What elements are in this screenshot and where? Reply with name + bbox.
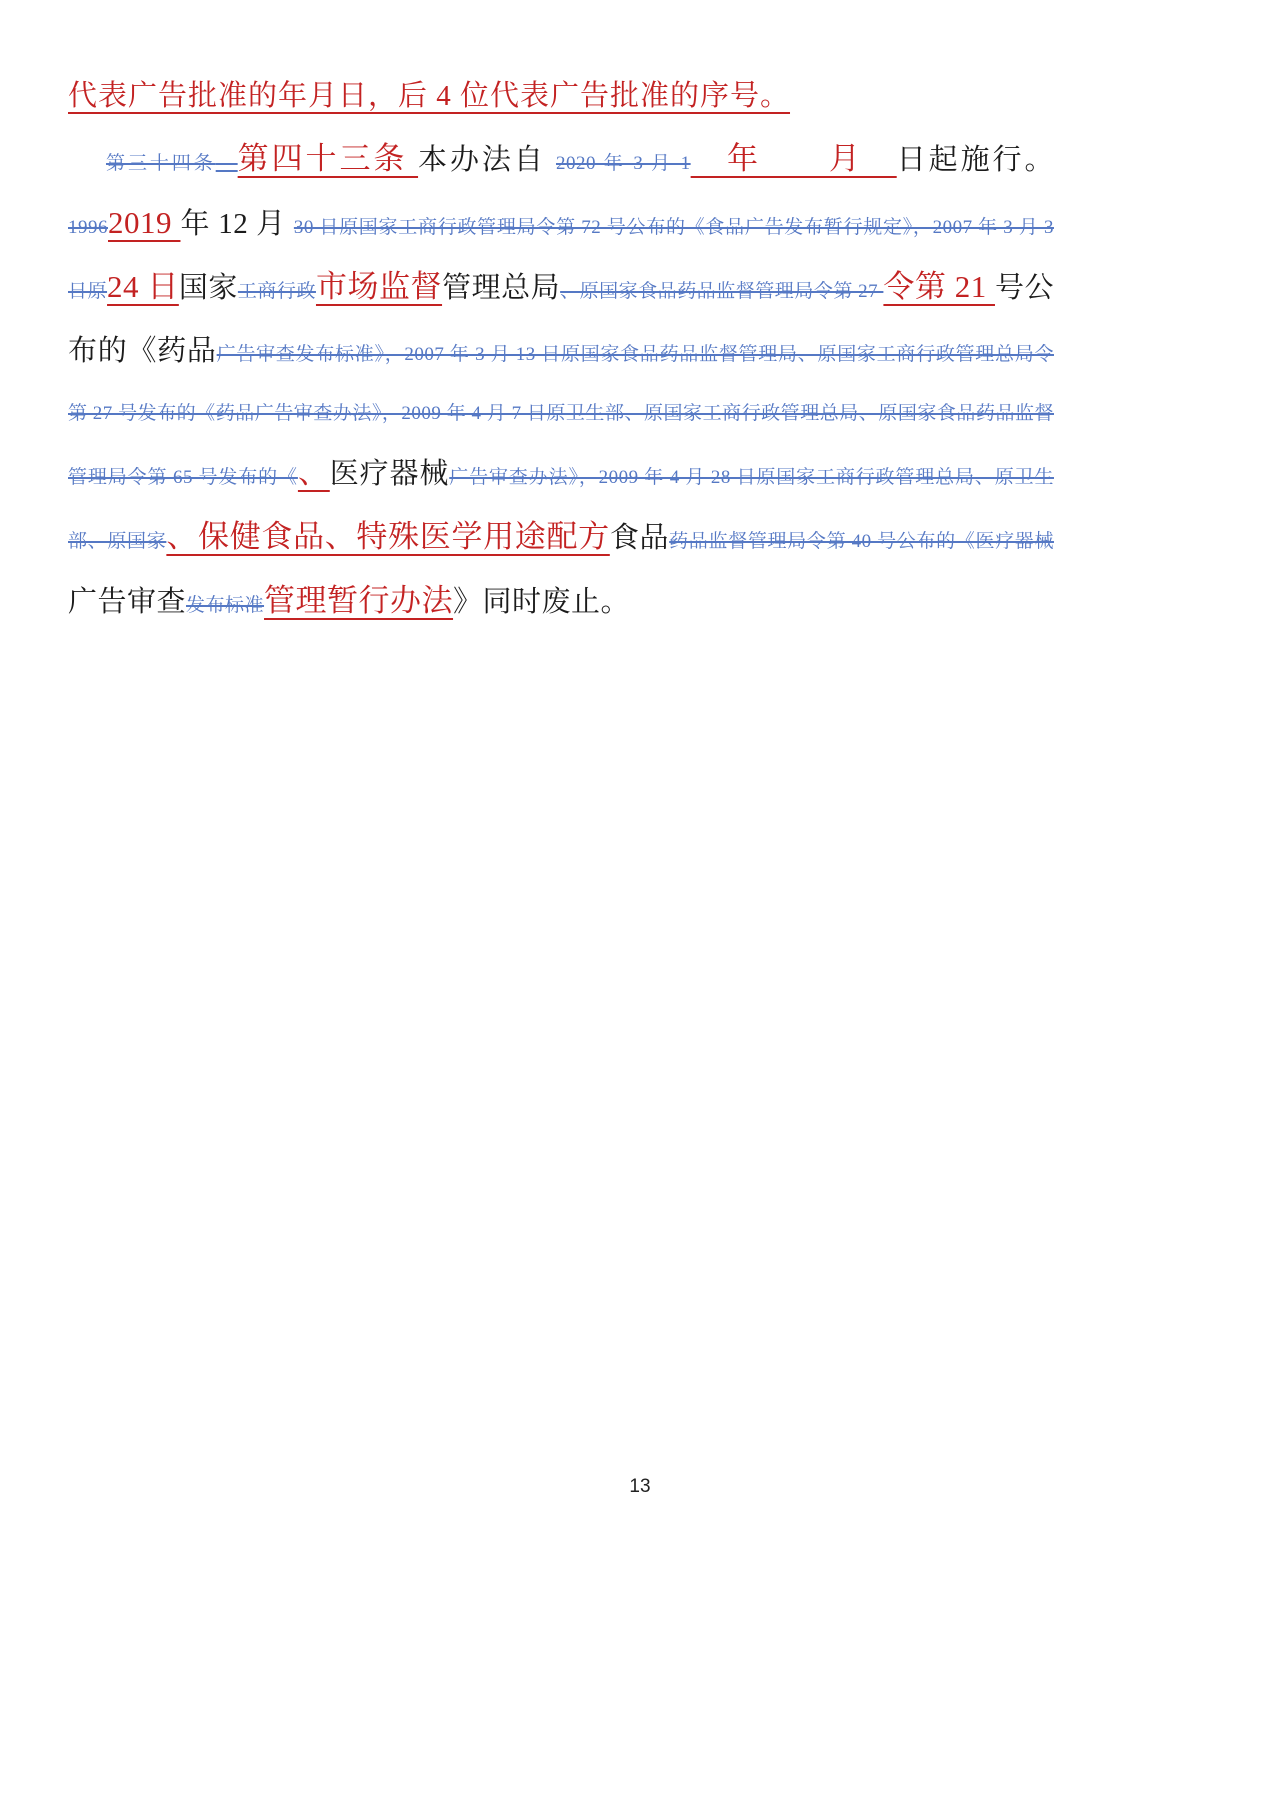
run-unchanged-text: 医疗器械 — [329, 458, 450, 490]
run-inserted-text: 令第 21 — [883, 269, 995, 304]
run-deleted-text: 工商行政 — [237, 281, 316, 302]
run-deleted-text: 、原国家食品药品监督管理局令第 27 — [560, 281, 884, 302]
run-deleted-text: 广告审查办法》，2009 年 4 月 28 日原国家工商行政管理总局、原卫生部、原国家 — [68, 467, 1054, 552]
run-inserted-text: 管理暂行办法 — [264, 583, 454, 618]
document-content — [68, 70, 1054, 636]
run-unchanged-text: 管理总局 — [442, 272, 561, 304]
run-unchanged-text: 本办法自 — [418, 144, 556, 176]
run-inserted-text: 、保健食品、特殊医学用途配方 — [166, 519, 610, 554]
run-inserted-text: 2019 — [108, 205, 181, 240]
run-deleted-text: 广告审查发布标准》，2007 年 3 月 13 日原国家食品药品监督管理局、原国家工商行政管理总局令第 27 号发布的《药品广告审查办法》，2009 年 4 月 7 日原卫生部、原国家工商行政管理总局、原国家食品药品监督管理局令第 65 号发布的《 — [68, 344, 1054, 488]
run-unchanged-text: 年 12 月 — [180, 208, 294, 240]
run-deleted-text: 30 日原国家工商行政管理局令第 72 号公布的《食品广告发布暂行规定》，2007 年 3 月 3 日原 — [68, 217, 1054, 302]
run-unchanged-text: 食品 — [609, 522, 670, 554]
page-number: 13 — [629, 1476, 651, 1497]
run-inserted-text: 市场监督 — [315, 269, 443, 304]
run-inserted-text: 第四十三条 — [237, 141, 419, 176]
run-deleted-text: 第三十四条 — [106, 153, 216, 174]
run-deleted-text: 发布标准 — [186, 595, 265, 616]
run-inserted-text: 24 日 — [107, 269, 179, 304]
run-unchanged-text: 日起施行。 — [896, 144, 1054, 176]
run-unchanged-text: 》同时废止。 — [453, 586, 631, 618]
run-deleted-text: 药品监督管理局令第 40 号公布的《医疗器械 — [669, 531, 1054, 552]
run-unchanged-text: 国家 — [178, 272, 238, 304]
run-deleted-underline — [216, 153, 238, 174]
run-deleted-text: 2020 年 3 月 1 — [556, 153, 691, 174]
body-paragraph — [68, 130, 1054, 636]
run-deleted-text: 1996 — [68, 217, 108, 238]
run-inserted-text: 年 月 — [690, 141, 897, 176]
inserted-paragraph: 代表广告批准的年月日，后 4 位代表广告批准的序号。 — [68, 80, 791, 112]
run-inserted-text: 、 — [297, 455, 330, 490]
run-unchanged-text: 号公布的《药品 — [68, 272, 1055, 367]
run-unchanged-text: 广告审查 — [68, 586, 187, 618]
